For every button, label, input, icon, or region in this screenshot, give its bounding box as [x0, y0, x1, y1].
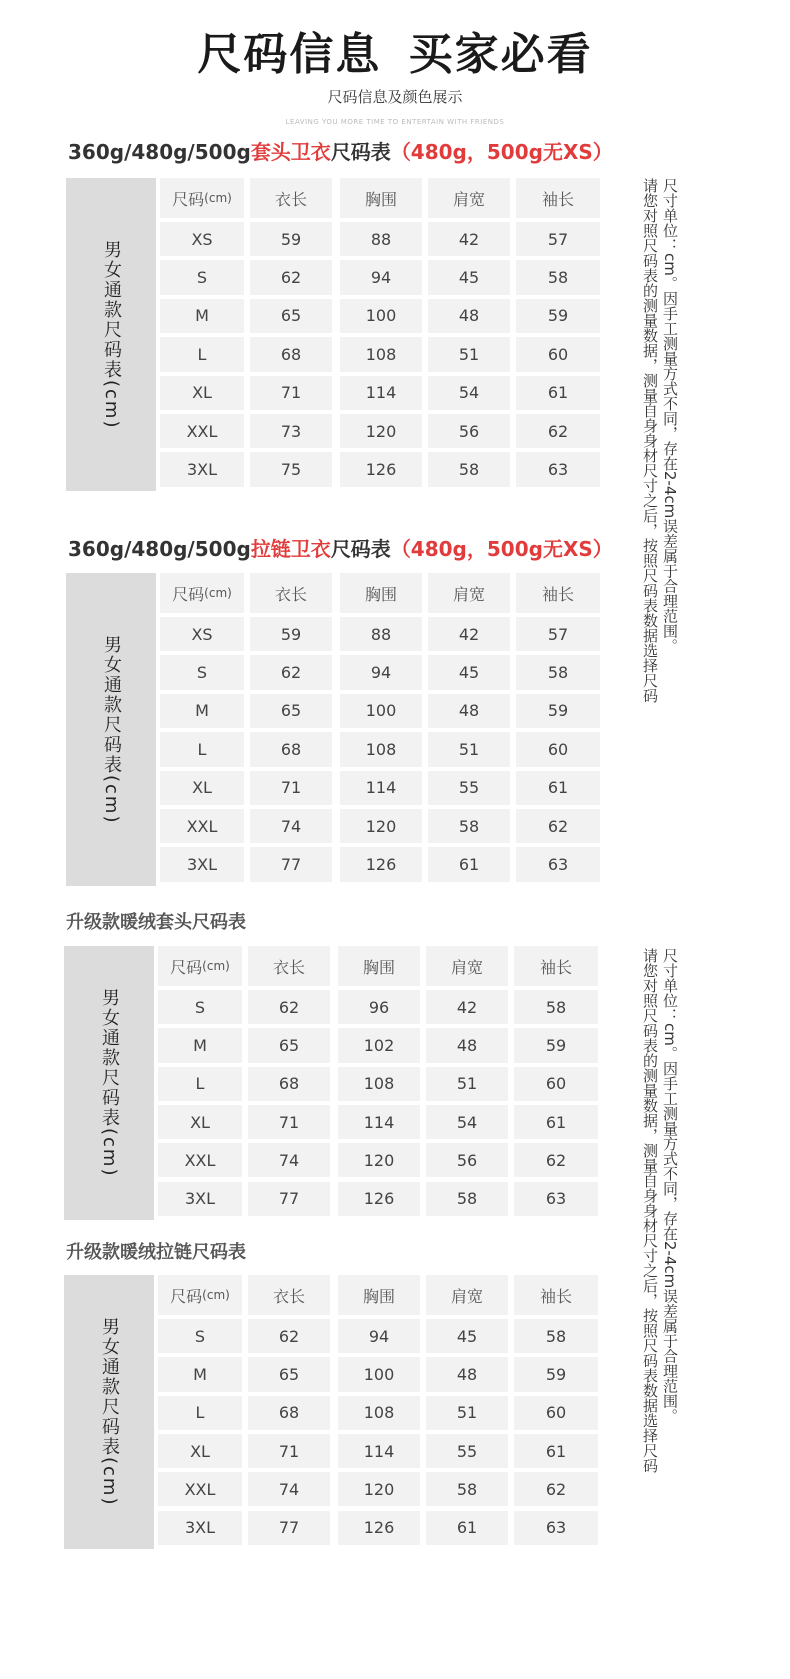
table-cell: 108	[340, 337, 422, 371]
size-table	[66, 573, 600, 886]
table-cell: 62	[248, 990, 330, 1024]
side-label-cell	[66, 178, 156, 491]
row-size-cell: 3XL	[158, 1511, 242, 1545]
table-title-part: 套头卫衣	[250, 140, 331, 164]
header-cell: 肩宽	[428, 573, 510, 613]
header-cell-size	[158, 946, 242, 986]
table-cell: 68	[250, 337, 332, 371]
table-cell: 42	[426, 990, 508, 1024]
size-note	[640, 948, 680, 1473]
table-cell: 120	[340, 809, 422, 843]
table-cell: 61	[428, 847, 510, 881]
table-cell: 57	[516, 617, 600, 651]
row-size-cell: L	[158, 1067, 242, 1101]
table-cell: 55	[426, 1434, 508, 1468]
table-cell: 48	[426, 1028, 508, 1062]
table-title-part: （480g，500g无XS）	[390, 537, 613, 561]
row-size-cell: XXL	[160, 809, 244, 843]
table-cell: 74	[248, 1472, 330, 1506]
row-size-cell: 3XL	[160, 847, 244, 881]
table-cell: 54	[426, 1105, 508, 1139]
header-size-label: 尺码	[170, 1286, 203, 1306]
table-cell: 94	[338, 1319, 420, 1353]
table-cell: 100	[340, 299, 422, 333]
size-note	[640, 178, 680, 703]
table-cell: 68	[248, 1067, 330, 1101]
table-title	[66, 1238, 246, 1264]
row-size-cell: XL	[158, 1105, 242, 1139]
table-cell: 59	[514, 1028, 598, 1062]
table-cell: 62	[248, 1319, 330, 1353]
table-cell: 60	[516, 337, 600, 371]
page-tagline: LEAVING YOU MORE TIME TO ENTERTAIN WITH FRIENDS	[285, 118, 505, 126]
table-cell: 77	[248, 1511, 330, 1545]
header-cell-size	[160, 573, 244, 613]
table-cell: 61	[516, 376, 600, 410]
header-cell: 袖长	[514, 1275, 598, 1315]
table-cell: 126	[340, 847, 422, 881]
table-title-part: 升级款暖绒拉链尺码表	[66, 1242, 246, 1263]
table-cell: 58	[514, 1319, 598, 1353]
table-cell: 68	[250, 732, 332, 766]
table-cell: 108	[338, 1067, 420, 1101]
table-cell: 62	[514, 1143, 598, 1177]
table-cell: 108	[340, 732, 422, 766]
header-size-unit: (cm)	[202, 1288, 230, 1302]
row-size-cell: S	[160, 260, 244, 294]
table-cell: 45	[426, 1319, 508, 1353]
table-cell: 58	[514, 990, 598, 1024]
table-cell: 114	[338, 1434, 420, 1468]
table-cell: 51	[428, 337, 510, 371]
header-size-label: 尺码	[172, 189, 205, 209]
table-cell: 65	[248, 1357, 330, 1391]
side-label-cell	[64, 946, 154, 1220]
table-cell: 42	[428, 617, 510, 651]
note-line-2: 请您对照尺码表的测量数据，测量自身身材尺寸之后，按照尺码表数据选择尺码	[641, 178, 659, 703]
header-cell: 袖长	[516, 573, 600, 613]
table-cell: 73	[250, 414, 332, 448]
table-cell: 62	[514, 1472, 598, 1506]
table-cell: 62	[250, 260, 332, 294]
table-cell: 48	[428, 299, 510, 333]
table-cell: 55	[428, 771, 510, 805]
table-cell: 94	[340, 655, 422, 689]
page-subtitle: 尺码信息及颜色展示	[327, 88, 463, 106]
table-cell: 77	[248, 1182, 330, 1216]
header-size-label: 尺码	[172, 584, 205, 604]
table-cell: 51	[428, 732, 510, 766]
table-cell: 62	[516, 809, 600, 843]
row-size-cell: XL	[160, 376, 244, 410]
table-cell: 61	[514, 1434, 598, 1468]
table-cell: 63	[516, 452, 600, 486]
table-cell: 61	[516, 771, 600, 805]
row-size-cell: L	[160, 732, 244, 766]
table-cell: 126	[338, 1511, 420, 1545]
header-cell: 胸围	[340, 178, 422, 218]
table-cell: 126	[338, 1182, 420, 1216]
row-size-cell: XXL	[160, 414, 244, 448]
row-size-cell: L	[160, 337, 244, 371]
header-cell: 肩宽	[426, 1275, 508, 1315]
row-size-cell: S	[160, 655, 244, 689]
table-cell: 58	[516, 260, 600, 294]
table-cell: 58	[426, 1182, 508, 1216]
side-label-cell	[64, 1275, 154, 1549]
table-cell: 96	[338, 990, 420, 1024]
table-cell: 56	[428, 414, 510, 448]
table-cell: 120	[340, 414, 422, 448]
table-cell: 114	[340, 771, 422, 805]
header-cell: 肩宽	[426, 946, 508, 986]
table-title-part: （480g，500g无XS）	[390, 140, 613, 164]
table-cell: 102	[338, 1028, 420, 1062]
table-title-part: 尺码表	[330, 537, 391, 561]
table-cell: 59	[250, 222, 332, 256]
table-cell: 71	[248, 1105, 330, 1139]
side-label: 男女通款尺码表(cm)	[101, 239, 122, 430]
table-cell: 45	[428, 655, 510, 689]
row-size-cell: XXL	[158, 1143, 242, 1177]
table-cell: 71	[250, 771, 332, 805]
table-cell: 74	[250, 809, 332, 843]
header-cell: 袖长	[516, 178, 600, 218]
row-size-cell: XS	[160, 222, 244, 256]
table-cell: 71	[248, 1434, 330, 1468]
table-cell: 77	[250, 847, 332, 881]
header-size-unit: (cm)	[202, 959, 230, 973]
side-label: 男女通款尺码表(cm)	[99, 988, 120, 1178]
table-cell: 54	[428, 376, 510, 410]
side-label-cell	[66, 573, 156, 886]
header-size-unit: (cm)	[204, 586, 232, 600]
header-cell: 胸围	[340, 573, 422, 613]
table-cell: 59	[250, 617, 332, 651]
table-cell: 114	[338, 1105, 420, 1139]
header-cell: 胸围	[338, 946, 420, 986]
header-cell: 肩宽	[428, 178, 510, 218]
table-cell: 94	[340, 260, 422, 294]
table-cell: 88	[340, 617, 422, 651]
table-title	[68, 136, 613, 165]
table-cell: 63	[516, 847, 600, 881]
side-label: 男女通款尺码表(cm)	[99, 1317, 120, 1507]
table-cell: 51	[426, 1067, 508, 1101]
table-cell: 71	[250, 376, 332, 410]
size-table	[64, 946, 598, 1220]
table-cell: 108	[338, 1396, 420, 1430]
table-cell: 60	[514, 1067, 598, 1101]
size-table	[66, 178, 600, 491]
table-cell: 48	[426, 1357, 508, 1391]
header-cell: 胸围	[338, 1275, 420, 1315]
table-cell: 58	[428, 452, 510, 486]
row-size-cell: M	[158, 1357, 242, 1391]
row-size-cell: XL	[160, 771, 244, 805]
header-cell: 衣长	[250, 573, 332, 613]
header-size-label: 尺码	[170, 957, 203, 977]
table-cell: 120	[338, 1143, 420, 1177]
table-cell: 56	[426, 1143, 508, 1177]
table-title-part: 拉链卫衣	[250, 537, 331, 561]
row-size-cell: 3XL	[158, 1182, 242, 1216]
row-size-cell: S	[158, 1319, 242, 1353]
table-cell: 61	[514, 1105, 598, 1139]
table-title	[66, 908, 246, 934]
table-cell: 61	[426, 1511, 508, 1545]
row-size-cell: M	[160, 694, 244, 728]
row-size-cell: XL	[158, 1434, 242, 1468]
note-line-2: 请您对照尺码表的测量数据，测量自身身材尺寸之后，按照尺码表数据选择尺码	[641, 948, 659, 1473]
note-line-1: 尺寸单位：cm。因手工测量方式不同，存在2-4cm误差属于合理范围。	[661, 178, 679, 654]
table-cell: 62	[516, 414, 600, 448]
page-title: 尺码信息 买家必看	[197, 29, 593, 80]
header-cell-size	[160, 178, 244, 218]
header-size-unit: (cm)	[204, 191, 232, 205]
table-cell: 58	[516, 655, 600, 689]
row-size-cell: 3XL	[160, 452, 244, 486]
table-cell: 58	[428, 809, 510, 843]
table-title-part: 360g/480g/500g	[68, 140, 251, 164]
table-cell: 126	[340, 452, 422, 486]
table-title	[68, 533, 613, 562]
table-cell: 42	[428, 222, 510, 256]
table-cell: 59	[516, 694, 600, 728]
side-label: 男女通款尺码表(cm)	[101, 634, 122, 825]
size-table	[64, 1275, 598, 1549]
table-cell: 65	[250, 694, 332, 728]
row-size-cell: M	[158, 1028, 242, 1062]
table-cell: 51	[426, 1396, 508, 1430]
table-cell: 88	[340, 222, 422, 256]
table-cell: 100	[340, 694, 422, 728]
header-cell: 袖长	[514, 946, 598, 986]
table-cell: 63	[514, 1182, 598, 1216]
table-cell: 63	[514, 1511, 598, 1545]
table-cell: 68	[248, 1396, 330, 1430]
row-size-cell: XS	[160, 617, 244, 651]
table-cell: 59	[516, 299, 600, 333]
table-cell: 74	[248, 1143, 330, 1177]
table-cell: 59	[514, 1357, 598, 1391]
header-cell: 衣长	[250, 178, 332, 218]
row-size-cell: L	[158, 1396, 242, 1430]
table-cell: 75	[250, 452, 332, 486]
table-title-part: 升级款暖绒套头尺码表	[66, 912, 246, 933]
row-size-cell: S	[158, 990, 242, 1024]
table-cell: 65	[248, 1028, 330, 1062]
table-cell: 60	[514, 1396, 598, 1430]
table-cell: 114	[340, 376, 422, 410]
table-cell: 62	[250, 655, 332, 689]
table-cell: 57	[516, 222, 600, 256]
table-cell: 120	[338, 1472, 420, 1506]
row-size-cell: XXL	[158, 1472, 242, 1506]
table-title-part: 尺码表	[330, 140, 391, 164]
header-cell: 衣长	[248, 946, 330, 986]
note-line-1: 尺寸单位：cm。因手工测量方式不同，存在2-4cm误差属于合理范围。	[661, 948, 679, 1424]
row-size-cell: M	[160, 299, 244, 333]
table-title-part: 360g/480g/500g	[68, 537, 251, 561]
header-cell: 衣长	[248, 1275, 330, 1315]
table-cell: 58	[426, 1472, 508, 1506]
table-cell: 48	[428, 694, 510, 728]
table-cell: 60	[516, 732, 600, 766]
table-cell: 65	[250, 299, 332, 333]
header-cell-size	[158, 1275, 242, 1315]
table-cell: 100	[338, 1357, 420, 1391]
table-cell: 45	[428, 260, 510, 294]
